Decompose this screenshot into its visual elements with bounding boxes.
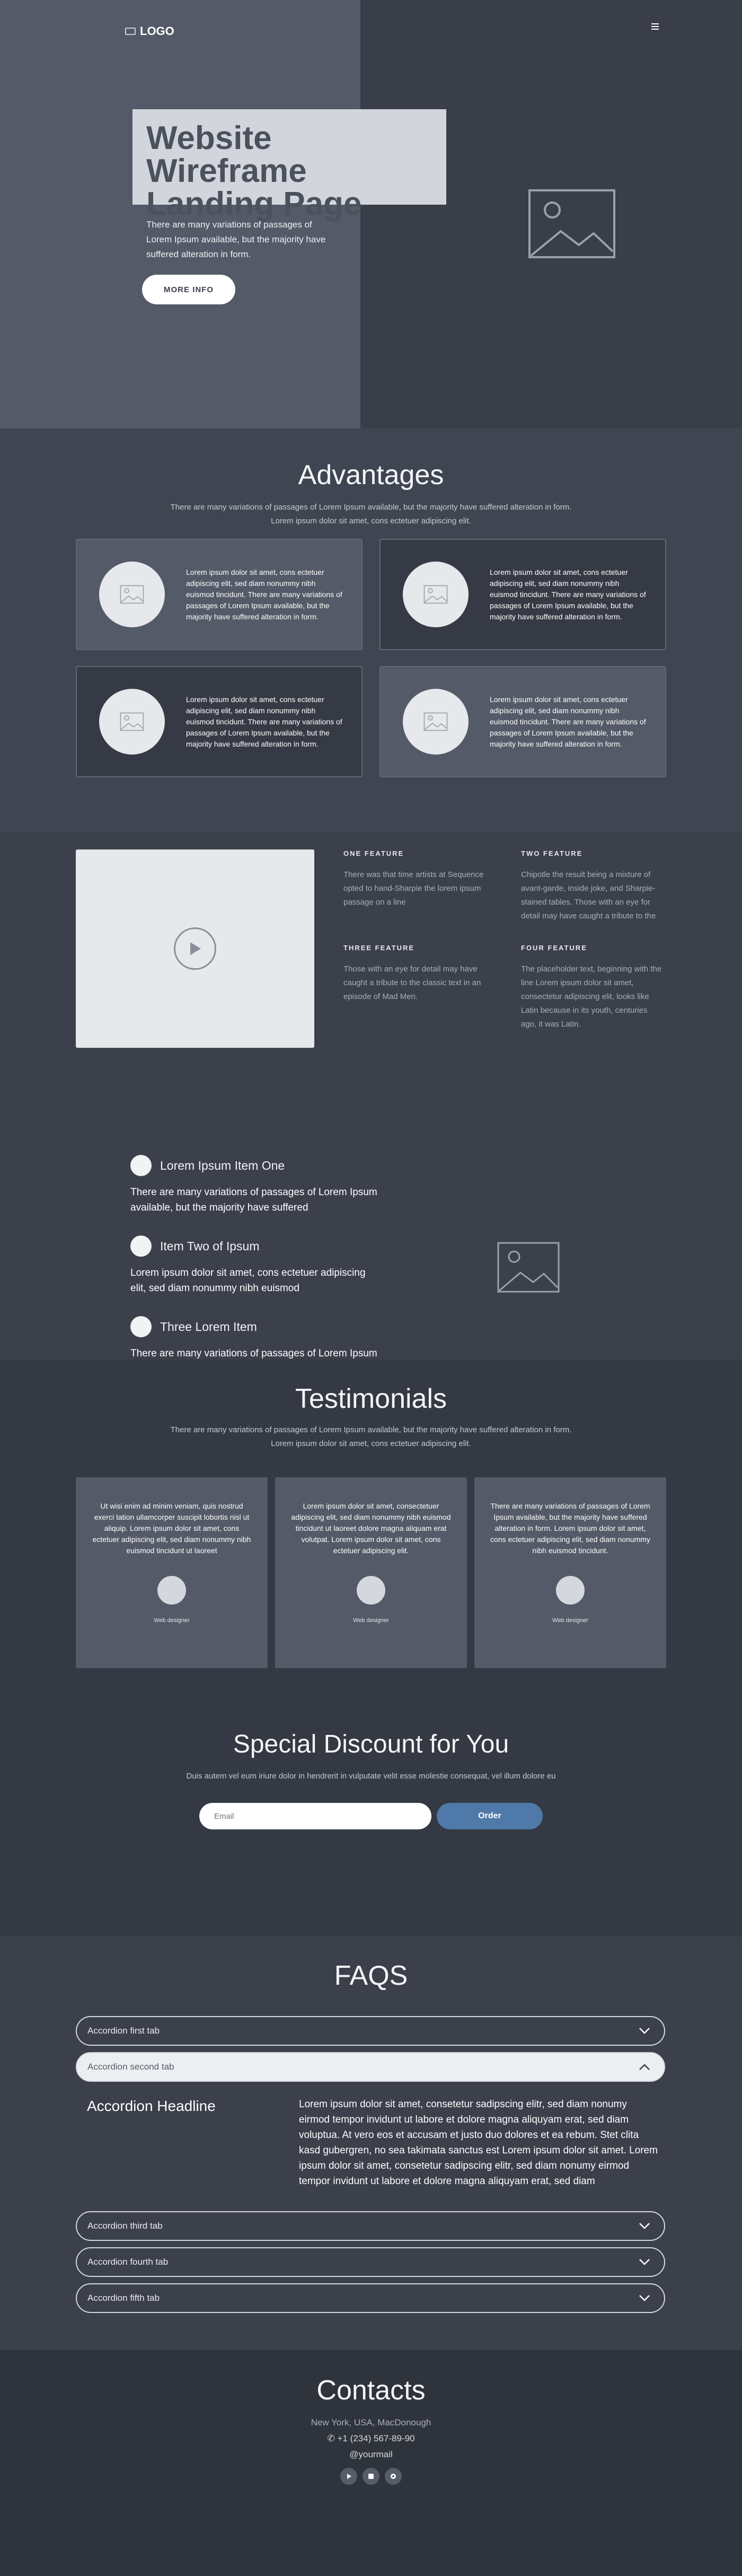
youtube-icon[interactable] (340, 2468, 357, 2485)
feature-four (521, 944, 664, 1031)
email-field[interactable] (199, 1803, 431, 1829)
advantage-text: Lorem ipsum dolor sit amet, cons ectetuer adipiscing elit, sed diam nonummy nibh euismod tincidunt. There are many variations of passages of Lorem Ipsum available, but the majority have suffered alteration in form. (186, 695, 342, 748)
accordion-tab-fourth[interactable] (76, 2247, 665, 2277)
advantage-text: Lorem ipsum dolor sit amet, cons ectetuer adipiscing elit, sed diam nonummy nibh euismod tincidunt. There are many variations of passages of Lorem Ipsum available, but the majority have suffered alteration in form. (490, 567, 646, 621)
image-placeholder-icon (120, 712, 144, 731)
testimonial-text: Lorem ipsum dolor sit amet, consectetuer adipiscing elit, sed diam nonummy nibh euismod tincidunt ut laoreet dolore magna aliquam erat volutpat. Lorem ipsum dolor sit amet, cons ectetuer adipiscing elit. (291, 1502, 451, 1555)
contacts-title: Contacts (316, 2375, 426, 2406)
feature-title: FOUR FEATURE (521, 944, 587, 952)
advantages-section (0, 428, 742, 833)
contact-phone-row[interactable] (0, 2431, 742, 2447)
avatar (157, 1576, 186, 1605)
feature-three (343, 944, 487, 1004)
advantage-image (99, 562, 165, 627)
advantage-text: Lorem ipsum dolor sit amet, cons ectetuer adipiscing elit, sed diam nonummy nibh euismod tincidunt. There are many variations of passages of Lorem Ipsum available, but the majority have suffered alteration in form. (186, 567, 342, 621)
chevron-down-icon (639, 2294, 650, 2302)
image-placeholder-icon (423, 585, 448, 604)
order-button[interactable]: Order (437, 1803, 543, 1829)
image-placeholder-icon (528, 189, 616, 259)
list-item (130, 1236, 379, 1296)
testimonial-cards (76, 1477, 666, 1668)
discount-section (0, 1730, 742, 1937)
bullet-icon (130, 1155, 152, 1176)
accordion-headline: Accordion Headline (87, 2098, 216, 2114)
advantages-subtitle: There are many variations of passages of Lorem Ipsum available, but the majority have suffered alteration in form. Lorem ipsum dolor sit amet, cons ectetuer adipiscing elit. (170, 503, 572, 525)
logo-text: LOGO (140, 24, 174, 38)
feature-text: Chipotle the result being a mixture of avant-garde, inside joke, and Sharpie-stained tables. Those with an eye for detail may have caught a tribute to the (521, 870, 656, 921)
advantage-image (403, 689, 469, 755)
accordion-label: Accordion third tab (87, 2221, 163, 2231)
faq-title: FAQS (334, 1960, 408, 1991)
avatar (556, 1576, 585, 1605)
list-item (130, 1155, 379, 1215)
feature-text: Those with an eye for detail may have caught a tribute to the classic text in an episode of Mad Men. (343, 965, 481, 1001)
testimonial-text: Ut wisi enim ad minim veniam, quis nostrud exerci tation ullamcorper suscipit lobortis nisl ut aliquip. Lorem ipsum dolor sit amet, cons ectetuer adipiscing elit, sed diam nonummy nibh euismod tincidunt ut laoreet (92, 1502, 251, 1555)
discount-subtitle: Duis autem vel eum iriure dolor in hendrerit in vulputate velit esse molestie consequat, vel illum dolore eu (186, 1772, 556, 1781)
contacts-section (0, 2350, 742, 2576)
accordion-content: Lorem ipsum dolor sit amet, consetetur sadipscing elitr, sed diam nonumy eirmod tempor invidunt ut labore et dolore magna aliquyam erat, sed diam voluptua. At vero eos et accusam et justo duo dolores et ea rebum. Stet clita kasd gubergren, no sea takimata sanctus est Lorem ipsum dolor sit amet. Lorem ipsum dolor sit amet, consetetur sadipscing elitr, sed diam nonumy eirmod tempor invidunt ut labore et dolore magna aliquyam erat, sed diam (299, 2099, 658, 2187)
testimonial-card (275, 1477, 467, 1668)
more-info-button[interactable]: MORE INFO (142, 275, 235, 304)
accordion-label: Accordion fifth tab (87, 2293, 160, 2303)
accordion-tab-first[interactable] (76, 2016, 665, 2046)
items-section (0, 1107, 742, 1360)
advantage-card (76, 666, 363, 777)
facebook-icon[interactable] (385, 2468, 402, 2485)
item-text: Lorem ipsum dolor sit amet, cons ectetuer adipiscing elit, sed diam nonummy nibh euismod (130, 1267, 366, 1294)
hero-title-box (132, 109, 446, 222)
feature-text: The placeholder text, beginning with the line Lorem ipsum dolor sit amet, consectetur adipiscing elit, looks like Latin because in its youth, centuries ago, it was Latin. (521, 965, 662, 1029)
accordion-tab-second[interactable] (76, 2052, 665, 2082)
accordion-label: Accordion fourth tab (87, 2257, 169, 2267)
discount-title: Special Discount for You (233, 1730, 509, 1758)
hamburger-menu-icon[interactable] (651, 23, 659, 30)
chevron-down-icon (639, 2258, 650, 2266)
chevron-down-icon (639, 2027, 650, 2035)
feature-one (343, 849, 487, 909)
accordion-panel (87, 2097, 659, 2189)
testimonial-role: Web designer (353, 1617, 389, 1624)
video-player[interactable] (76, 849, 314, 1048)
advantage-image (403, 562, 469, 627)
contact-address: New York, USA, MacDonough (311, 2417, 431, 2428)
play-icon (188, 941, 202, 956)
faq-section (0, 1937, 742, 2350)
discount-form (199, 1803, 543, 1829)
testimonials-section (0, 1360, 742, 1730)
item-title: Three Lorem Item (160, 1319, 257, 1334)
hero-title-line-2: Landing Page (146, 186, 362, 222)
feature-text: There was that time artists at Sequence opted to hand-Sharpie the lorem ipsum passage on a line (343, 870, 484, 907)
bullet-icon (130, 1236, 152, 1257)
testimonial-card (474, 1477, 666, 1668)
hero-description: There are many variations of passages of Lorem Ipsum available, but the majority have suffered alteration in form. (146, 220, 326, 259)
contact-phone: +1 (234) 567-89-90 (337, 2433, 415, 2443)
advantage-text: Lorem ipsum dolor sit amet, cons ectetuer adipiscing elit, sed diam nonummy nibh euismod tincidunt. There are many variations of passages of Lorem Ipsum available, but the majority have suffered alteration in form. (490, 695, 646, 748)
testimonial-role: Web designer (552, 1617, 588, 1624)
phone-icon: ✆ (327, 2433, 335, 2443)
advantages-title: Advantages (298, 460, 444, 490)
hero-section (0, 0, 742, 428)
accordion-tab-fifth[interactable] (76, 2283, 665, 2313)
feature-title: TWO FEATURE (521, 849, 583, 857)
accordion-tab-third[interactable] (76, 2211, 665, 2241)
advantage-card (379, 539, 666, 650)
contact-email[interactable]: @yourmail (349, 2449, 393, 2459)
chevron-up-icon (639, 2063, 650, 2071)
feature-title: THREE FEATURE (343, 944, 415, 952)
accordion-label: Accordion first tab (87, 2026, 160, 2036)
image-placeholder-icon (423, 712, 448, 731)
testimonial-card (76, 1477, 268, 1668)
accordion-label: Accordion second tab (87, 2062, 174, 2072)
advantage-image (99, 689, 165, 755)
item-text: There are many variations of passages of Lorem Ipsum (130, 1348, 377, 1359)
hero-title-line-1: Website Wireframe (146, 120, 307, 189)
social-links (0, 2468, 742, 2485)
item-title: Item Two of Ipsum (160, 1239, 260, 1253)
testimonial-role: Web designer (154, 1617, 190, 1624)
features-section (0, 833, 742, 1107)
bullet-icon (130, 1316, 152, 1337)
image-placeholder-icon (497, 1242, 560, 1293)
testimonials-subtitle: There are many variations of passages of Lorem Ipsum available, but the majority have suffered alteration in form. Lorem ipsum dolor sit amet, cons ectetuer adipiscing elit. (170, 1425, 572, 1448)
chevron-down-icon (639, 2222, 650, 2230)
item-text: There are many variations of passages of Lorem Ipsum available, but the majority have suffered (130, 1187, 377, 1213)
advantage-card (379, 666, 666, 777)
feature-title: ONE FEATURE (343, 849, 404, 857)
avatar (357, 1576, 385, 1605)
testimonial-text: There are many variations of passages of Lorem Ipsum available, but the majority have suffered alteration in form. Lorem ipsum dolor sit amet, cons ectetuer adipiscing elit, sed diam nonummy nibh euismod tincidunt. (490, 1502, 650, 1555)
testimonials-title: Testimonials (295, 1383, 447, 1414)
logo-icon (125, 28, 136, 35)
play-button[interactable] (174, 927, 216, 970)
logo[interactable] (125, 24, 174, 38)
image-placeholder-icon (120, 585, 144, 604)
feature-two (521, 849, 664, 923)
advantages-grid (76, 539, 666, 777)
instagram-icon[interactable] (363, 2468, 379, 2485)
item-title: Lorem Ipsum Item One (160, 1158, 285, 1172)
advantage-card (76, 539, 363, 650)
